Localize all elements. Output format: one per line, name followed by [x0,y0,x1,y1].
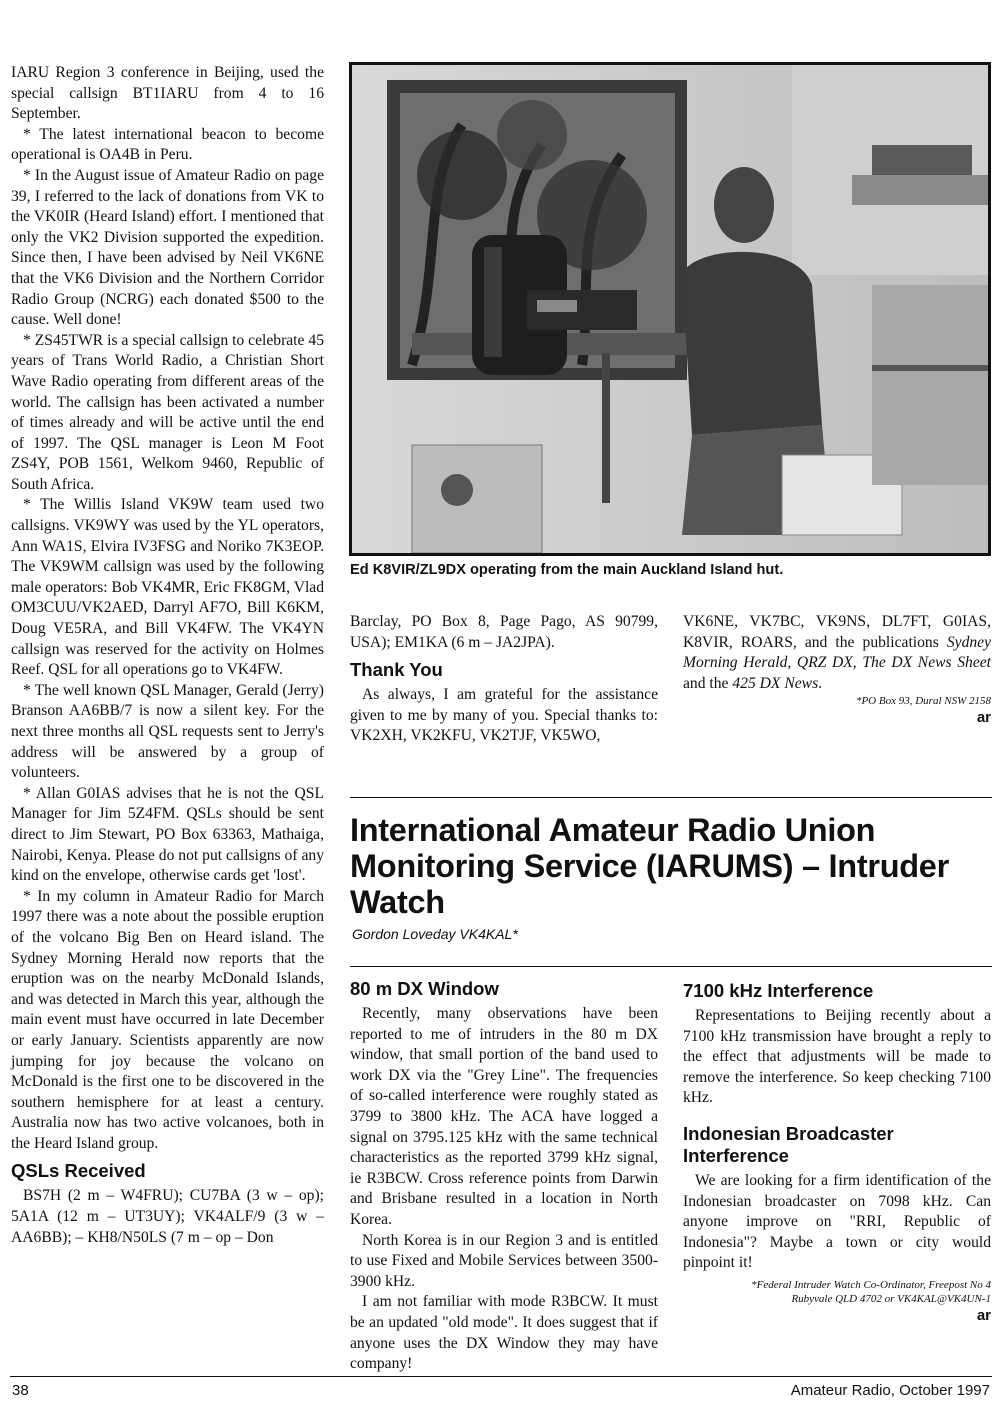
sec1-heading: 80 m DX Window [350,978,499,999]
and-text: and the [683,674,733,692]
sec3-heading: Indonesian Broadcaster Interference [683,1122,894,1166]
period: . [818,674,823,692]
sec2-heading: 7100 kHz Interference [683,980,874,1001]
thanks-list: VK6NE, VK7BC, VK9NS, DL7FT, G0IAS, K8VIR, ROARS, and the publications [683,613,991,651]
photo-auckland-island-hut [349,62,991,556]
paragraph: * The well known QSL Manager, Gerald (Jerry) Branson AA6BB/7 is now a silent key. For the next three months all QSL requests sent to Jerry's address will be answered by a group of volunteers. [11,681,324,782]
author-footnote-line1: *Federal Intruder Watch Co-Ordinator, Freepost No 4 [751,1278,991,1291]
publication-last: 425 DX News [732,674,819,692]
paragraph: Barclay, PO Box 8, Page Pago, AS 90799, USA); EM1KA (6 m – JA2JPA). [350,613,658,651]
article-col1 [350,978,658,1375]
left-column [11,63,324,1248]
article-col2 [683,980,991,1327]
paragraph: Representations to Beijing recently about a 7100 kHz transmission have brought a reply to the effect that adjustments will be made to remove the interference. So keep checking 7100 kHz. [683,1007,991,1107]
dx-continued-col1 [350,612,658,747]
paragraph: I am not familiar with mode R3BCW. It must be an updated "old mode". It does suggest that if anyone uses the DX Window they may have company! [350,1293,658,1373]
paragraph: * In the August issue of Amateur Radio on page 39, I referred to the lack of donations from VK to the VK0IR (Heard Island) effort. I mentioned that only the VK2 Division supported the expedition. Since then, I have been advised by Neil VK6NE that the VK6 Division and the Northern Corridor Radio Group (NCRG) each donated $500 to the cause. Well done! [11,166,324,329]
author-footnote-line2: Rubyvale QLD 4702 or VK4KAL@VK4UN-1 [791,1292,991,1305]
paragraph: North Korea is in our Region 3 and is entitled to use Fixed and Mobile Services between 3500-3900 kHz. [350,1231,658,1290]
paragraph: * The Willis Island VK9W team used two callsigns. VK9WY was used by the YL operators, Ann WA1S, Elvira IV3FSG and Noriko 7K3EOP. The VK9WM callsign was used by the following male operators: Bob VK4MR, Eric FK8GM, Vlad OM3CUU/VK2AED, Darryl AF7O, Bill K6KM, Doug VE5RA, and Bill VK4FW. The VK4YN callsign was reserved for the activity on Holmes Reef. QSL for all operations go to VK4FW. [11,496,325,679]
paragraph: * The latest international beacon to become operational is OA4B in Peru. [11,125,324,164]
qsl-heading: QSLs Received [11,1160,146,1182]
paragraph: We are looking for a firm identification of the Indonesian broadcaster on 7098 kHz. Can anyone improve on "RRI, Republic of Indonesia"? Maybe a town or city would pinpoint it! [683,1171,991,1272]
photo-illustration [352,65,988,553]
section-rule [350,966,992,967]
page-number: 38 [12,1382,29,1399]
paragraph: * Allan G0IAS advises that he is not the QSL Manager for Jim 5Z4FM. QSLs should be sent direct to Jim Stewart, PO Box 63363, Mathaiga, Nairobi, Kenya. Please do not put callsigns of any kind on the envelope, otherwise cards get 'lost'. [11,784,324,885]
publication-name: Amateur Radio, October 1997 [790,1382,990,1399]
dx-continued-col2 [683,612,991,729]
article-title: International Amateur Radio Union Monitoring Service (IARUMS) – Intruder Watch [350,812,949,920]
paragraph: * ZS45TWR is a special callsign to celebrate 45 years of Trans World Radio, a Christian Short Wave Radio operating from different areas of the world. The callsign has been activated a number of times already and will be active until the end of 1997. The QSL manager is Leon M Foot ZS4Y, POB 1561, Welkom 9460, Republic of South Africa. [11,331,324,493]
photo-caption: Ed K8VIR/ZL9DX operating from the main Auckland Island hut. [350,562,784,578]
thank-you-heading: Thank You [350,659,443,681]
byline: Gordon Loveday VK4KAL* [352,926,518,942]
author-footnote: *PO Box 93, Dural NSW 2158 [855,695,991,708]
paragraph: Recently, many observations have been reported to me of intruders in the 80 m DX window, that small portion of the band used to work DX via the "Grey Line". The frequencies of so-called interference were roughly stated as 3799 to 3800 kHz. The ACA have logged a signal on 3795.125 kHz with the same technical characteristics as the reported 3799 kHz signal, ie R3BCW. Cross reference points from Darwin and Brisbane resulted in a location in North Korea. [350,1005,658,1228]
end-mark: ar [976,709,991,727]
paragraph: * In my column in Amateur Radio for March 1997 there was a note about the possible eruption of the volcano Big Ben on Heard island. The Sydney Morning Herald now reports that the eruption was on the nearby McDonald Islands, and was detected in March this year, although the main event must have occurred in late December or early January. Scientists apparently are now jumping for joy because the volcano on McDonald is the first one to be discovered in the southern hemisphere for at least a century. Australia now has two active volcanoes, both in the Heard Island group. [11,887,324,1152]
paragraph [683,612,991,694]
section-rule [350,797,992,798]
paragraph: IARU Region 3 conference in Beijing, used the special callsign BT1IARU from 4 to 16 September. [11,64,324,123]
paragraph: As always, I am grateful for the assistance given to me by many of you. Special thanks to: VK2XH, VK2KFU, VK2TJF, VK5WO, [350,686,658,745]
publications-list: Sydney Morning Herald, QRZ DX, The DX News Sheet [683,633,992,672]
qsl-text: BS7H (2 m – W4FRU); CU7BA (3 w – op); 5A1A (12 m – UT3UY); VK4ALF/9 (3 w – AA6BB); – KH8/N50LS (7 m – op – Don [11,1187,324,1246]
footer-rule [10,1376,992,1377]
end-mark: ar [976,1306,991,1324]
